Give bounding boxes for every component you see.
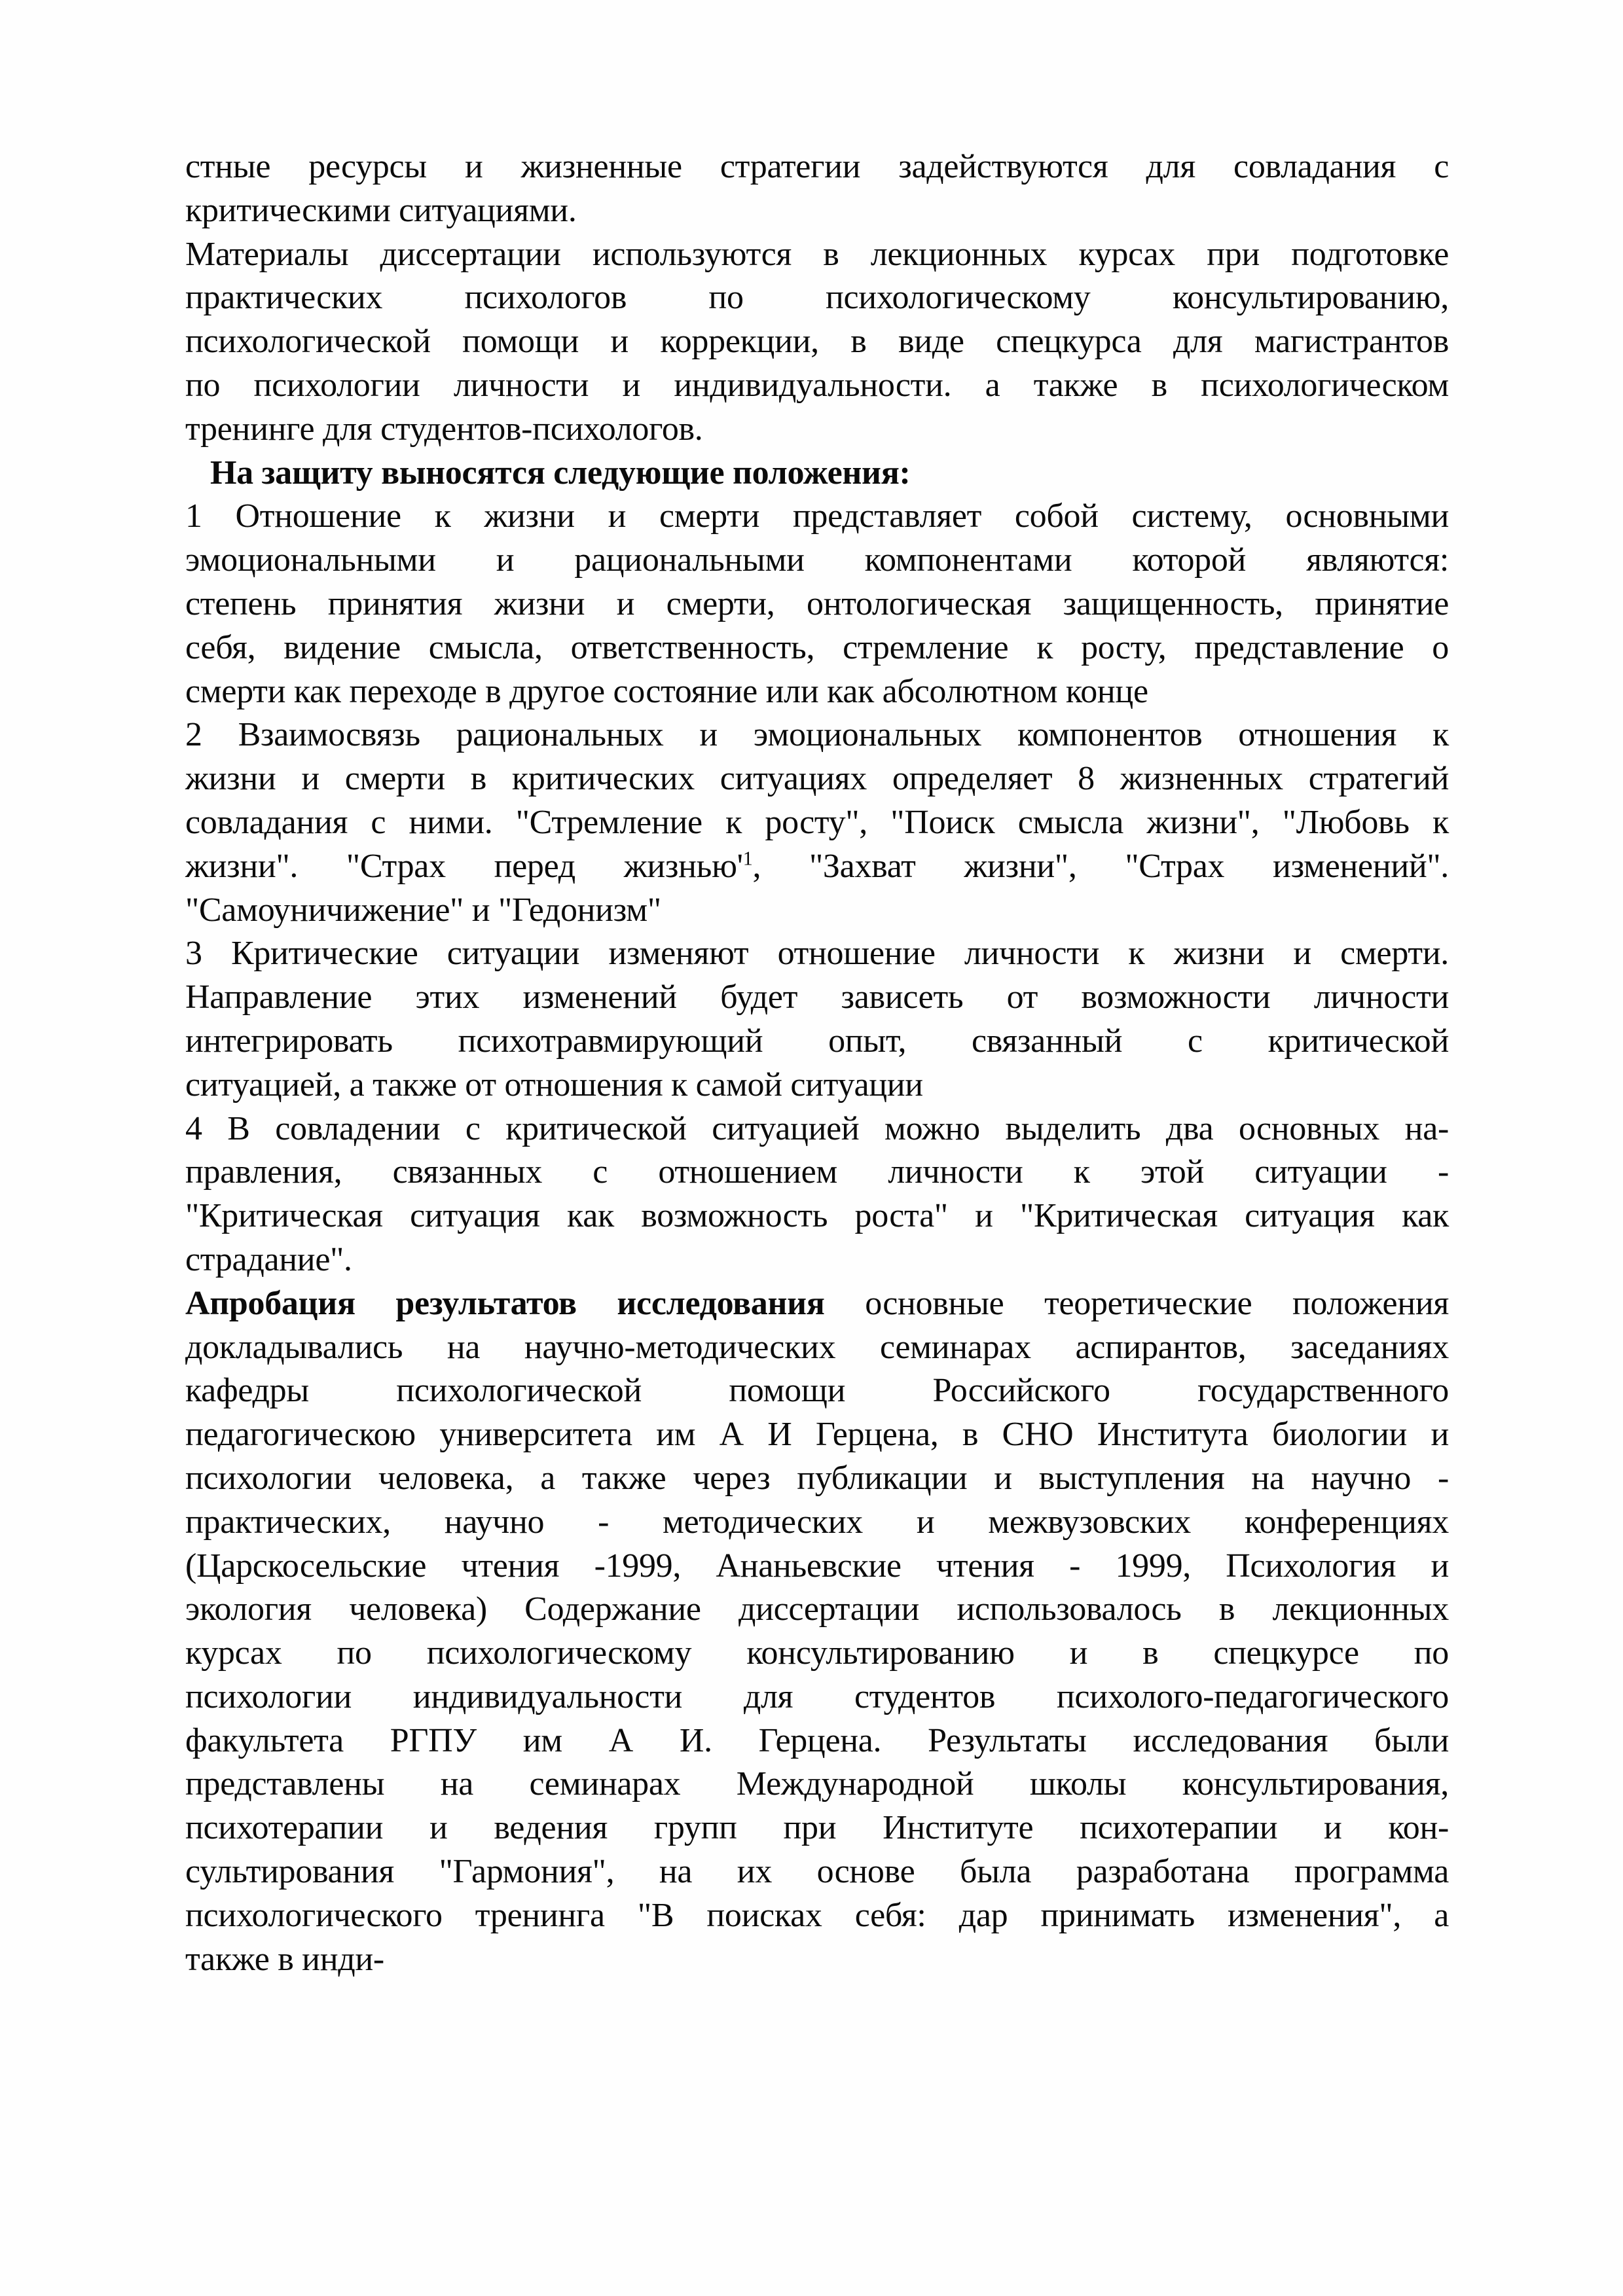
text-line	[185, 932, 1449, 976]
text-run: психотерапии и ведения групп при Институте психотерапии и кон-	[185, 1809, 1449, 1847]
text-run: основные теоретические положения	[824, 1284, 1449, 1322]
text-line	[185, 539, 1449, 583]
paragraph-approbation	[185, 1282, 1449, 1982]
footnote-marker: 1	[742, 847, 753, 870]
text-run: представлены на семинарах Международной школы консультирования,	[185, 1765, 1449, 1803]
text-run: сультирования "Гармония", на их основе была разработана программа	[185, 1853, 1449, 1891]
text-run: психологии индивидуальности для студентов психолого-педагогического	[185, 1677, 1449, 1715]
text-run: жизни и смерти в критических ситуациях определяет 8 жизненных стратегий	[185, 760, 1449, 798]
text-run: правления, связанных с отношением личности к этой ситуации -	[185, 1153, 1449, 1191]
text-line	[185, 889, 1449, 933]
text-run: интегрировать психотравмирующий опыт, связанный с критической	[185, 1022, 1449, 1060]
text-line	[185, 1588, 1449, 1632]
paragraph-coping-resources	[185, 145, 1449, 233]
text-line	[185, 1938, 1449, 1982]
text-line	[185, 1020, 1449, 1064]
text-line	[185, 1894, 1449, 1938]
text-line	[185, 670, 1449, 714]
text-run: педагогическою университета им А И Герцена, в СНО Института биологии и	[185, 1416, 1449, 1454]
text-line	[185, 1545, 1449, 1588]
text-run: совладания с ними. "Стремление к росту", "Поиск смысла жизни", "Любовь к	[185, 803, 1449, 841]
text-line	[185, 1763, 1449, 1806]
text-line	[185, 276, 1449, 320]
text-run: ситуацией, а также от отношения к самой ситуации	[185, 1066, 923, 1103]
text-line	[185, 1457, 1449, 1501]
text-run: Направление этих изменений будет зависеть от возможности личности	[185, 978, 1449, 1016]
text-run: психологии человека, а также через публикации и выступления на научно -	[185, 1459, 1449, 1497]
text-line	[185, 1064, 1449, 1107]
text-line	[185, 1676, 1449, 1719]
text-line	[185, 1806, 1449, 1850]
text-line	[185, 845, 1449, 889]
text-run: 4 В совладении с критической ситуацией можно выделить два основных на-	[185, 1109, 1449, 1147]
heading-defended-provisions	[185, 452, 1449, 495]
text-run: смерти как переходе в другое состояние или как абсолютном конце	[185, 672, 1148, 710]
page-text	[185, 145, 1449, 1981]
text-line	[185, 1107, 1449, 1151]
text-run: критическими ситуациями.	[185, 191, 577, 229]
text-run: степень принятия жизни и смерти, онтологическая защищенность, принятие	[185, 584, 1449, 622]
text-run: 2 Взаимосвязь рациональных и эмоциональных компонентов отношения к	[185, 716, 1449, 754]
text-line	[185, 1369, 1449, 1413]
text-line	[185, 1413, 1449, 1457]
text-line	[185, 495, 1449, 539]
text-run: "Самоуничижение" и "Гедонизм"	[185, 891, 661, 929]
text-line	[185, 1632, 1449, 1676]
text-run: докладывались на научно-методических семинарах аспирантов, заседаниях	[185, 1328, 1449, 1366]
text-run: также в инди-	[185, 1940, 384, 1978]
text-line	[185, 583, 1449, 626]
text-run: практических психологов по психологическому консультированию,	[185, 279, 1449, 317]
text-run: страдание".	[185, 1240, 352, 1278]
text-run: На защиту выносятся следующие положения:	[210, 454, 911, 492]
text-line	[185, 1238, 1449, 1282]
text-line	[185, 408, 1449, 452]
text-line	[185, 757, 1449, 801]
text-line	[185, 1151, 1449, 1194]
thesis-item-2	[185, 713, 1449, 932]
text-run: "Критическая ситуация как возможность роста" и "Критическая ситуация как	[185, 1197, 1449, 1235]
text-line	[185, 1194, 1449, 1238]
text-run: , "Захват жизни", "Страх изменений".	[752, 847, 1449, 885]
text-line	[185, 233, 1449, 277]
text-line	[185, 1850, 1449, 1894]
text-run: по психологии личности и индивидуальности. а также в психологическом	[185, 366, 1449, 404]
text-line	[185, 1501, 1449, 1545]
text-run: психологического тренинга "В поисках себя: дар принимать изменения", а	[185, 1896, 1449, 1934]
text-run: (Царскосельские чтения -1999, Ананьевские чтения - 1999, Психология и	[185, 1547, 1449, 1585]
text-line	[185, 364, 1449, 408]
text-run: курсах по психологическому консультированию и в спецкурсе по	[185, 1634, 1449, 1672]
text-run: кафедры психологической помощи Российского государственного	[185, 1372, 1449, 1410]
text-run: практических, научно - методических и межвузовских конференциях	[185, 1503, 1449, 1541]
text-line	[185, 626, 1449, 670]
text-line	[185, 801, 1449, 845]
text-line	[185, 320, 1449, 364]
text-line	[185, 1326, 1449, 1370]
text-run: 1 Отношение к жизни и смерти представляет собой систему, основными	[185, 497, 1449, 535]
text-run: 3 Критические ситуации изменяют отношение личности к жизни и смерти.	[185, 935, 1449, 973]
text-line	[185, 713, 1449, 757]
thesis-item-3	[185, 932, 1449, 1107]
text-run: жизни". "Страх перед жизнью'	[185, 847, 743, 885]
text-line	[185, 189, 1449, 233]
thesis-item-1	[185, 495, 1449, 713]
text-run: тренинге для студентов-психологов.	[185, 410, 703, 448]
text-line	[185, 976, 1449, 1020]
text-run: Апробация результатов исследования	[185, 1284, 825, 1322]
text-run: эмоциональными и рациональными компонентами которой являются:	[185, 541, 1449, 579]
text-run: факультета РГПУ им А И. Герцена. Результаты исследования были	[185, 1721, 1449, 1759]
text-line	[185, 145, 1449, 189]
text-line	[185, 452, 1449, 495]
text-run: экология человека) Содержание диссертации использовалось в лекционных	[185, 1590, 1449, 1628]
text-line	[185, 1282, 1449, 1326]
text-line	[185, 1719, 1449, 1763]
paragraph-dissertation-materials	[185, 233, 1449, 452]
thesis-item-4	[185, 1107, 1449, 1282]
text-run: стные ресурсы и жизненные стратегии задействуются для совладания с	[185, 148, 1449, 185]
text-run: себя, видение смысла, ответственность, стремление к росту, представление о	[185, 628, 1449, 666]
text-run: психологической помощи и коррекции, в виде спецкурса для магистрантов	[185, 323, 1449, 361]
text-run: Материалы диссертации используются в лекционных курсах при подготовке	[185, 235, 1449, 273]
